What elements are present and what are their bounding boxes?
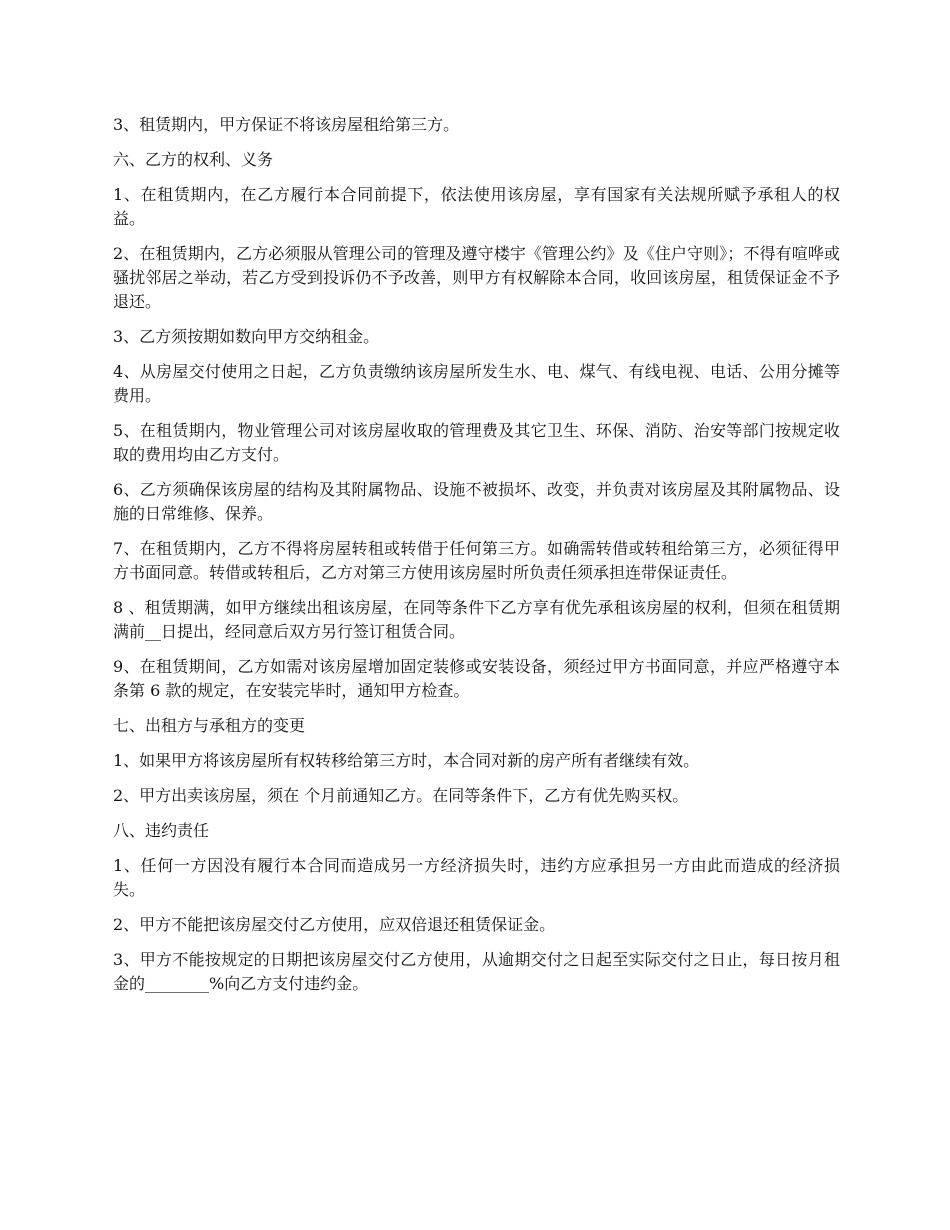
document-page	[113, 113, 840, 1007]
clause-paragraph: 4、从房屋交付使用之日起，乙方负责缴纳该房屋所发生水、电、煤气、有线电视、电话、公用分摊等费用。	[113, 362, 840, 405]
clause-paragraph: 9、在租赁期间，乙方如需对该房屋增加固定装修或安装设备，须经过甲方书面同意，并应严格遵守本条第 6 款的规定，在安装完毕时，通知甲方检查。	[113, 657, 840, 700]
clause-paragraph: 3、乙方须按期如数向甲方交纳租金。	[113, 327, 380, 346]
clause-paragraph: 2、甲方出卖该房屋，须在 个月前通知乙方。在同等条件下，乙方有优先购买权。	[113, 786, 689, 805]
section-heading: 六、乙方的权利、义务	[113, 150, 274, 169]
clause-paragraph: 3、甲方不能按规定的日期把该房屋交付乙方使用，从逾期交付之日起至实际交付之日止，每日按月租金的________%向乙方支付违约金。	[113, 950, 840, 993]
clause-paragraph: 6、乙方须确保该房屋的结构及其附属物品、设施不被损坏、改变，并负责对该房屋及其附属物品、设施的日常维修、保养。	[113, 480, 840, 523]
clause-paragraph: 5、在租赁期内，物业管理公司对该房屋收取的管理费及其它卫生、环保、消防、治安等部门按规定收取的费用均由乙方支付。	[113, 421, 840, 464]
clause-paragraph: 2、在租赁期内，乙方必须服从管理公司的管理及遵守楼宇《管理公约》及《住户守则》；不得有喧哗或骚扰邻居之举动，若乙方受到投诉仍不予改善，则甲方有权解除本合同，收回该房屋，租赁保证金不予退还。	[113, 244, 840, 311]
clause-paragraph: 1、如果甲方将该房屋所有权转移给第三方时，本合同对新的房产所有者继续有效。	[113, 751, 700, 770]
clause-paragraph: 7、在租赁期内，乙方不得将房屋转租或转借于任何第三方。如确需转借或转租给第三方，必须征得甲方书面同意。转借或转租后，乙方对第三方使用该房屋时所负责任须承担连带保证责任。	[113, 539, 840, 582]
clause-paragraph: 1、任何一方因没有履行本合同而造成另一方经济损失时，违约方应承担另一方由此而造成的经济损失。	[113, 856, 840, 899]
clause-paragraph: 3、租赁期内，甲方保证不将该房屋租给第三方。	[113, 115, 460, 134]
section-heading: 八、违约责任	[113, 821, 210, 840]
clause-paragraph: 8 、租赁期满，如甲方继续出租该房屋，在同等条件下乙方享有优先承租该房屋的权利，但须在租赁期满前__日提出，经同意后双方另行签订租赁合同。	[113, 598, 840, 641]
clause-paragraph: 1、在租赁期内，在乙方履行本合同前提下，依法使用该房屋，享有国家有关法规所赋予承租人的权益。	[113, 185, 840, 228]
section-heading: 七、出租方与承租方的变更	[113, 716, 306, 735]
clause-paragraph: 2、甲方不能把该房屋交付乙方使用，应双倍退还租赁保证金。	[113, 915, 556, 934]
